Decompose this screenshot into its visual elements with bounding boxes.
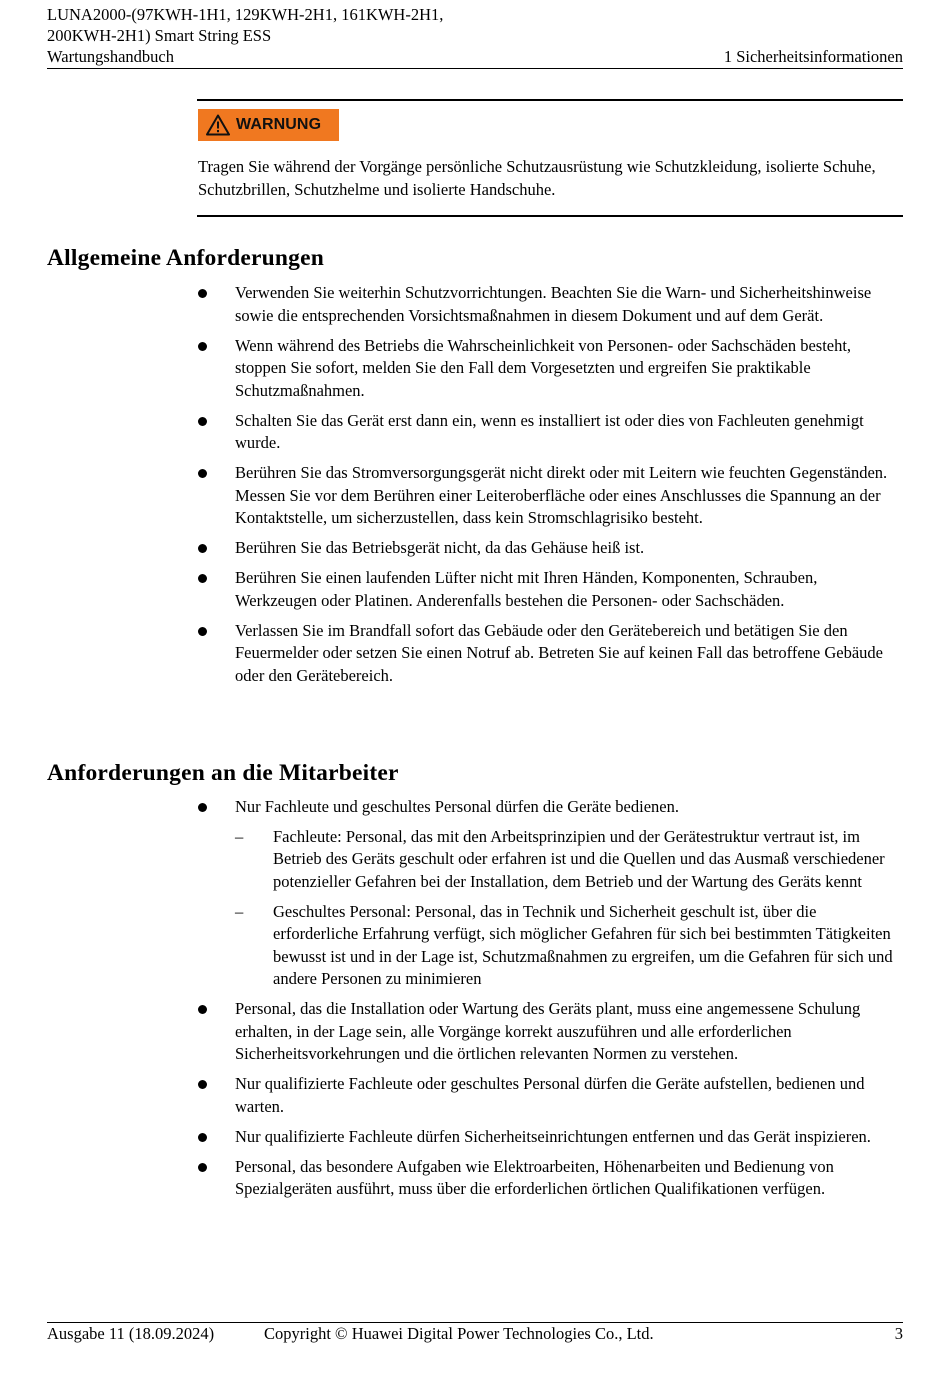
- list-item: [198, 567, 903, 612]
- header-divider: [47, 68, 903, 69]
- dash-marker: –: [235, 901, 244, 921]
- list-item-text: Berühren Sie das Stromversorgungsgerät nicht direkt oder mit Leitern wie feuchten Gegenständen. Messen Sie vor dem Berühren einer Leiteroberfläche oder eines Anschlusses die Spannung an der Kontaktstelle, um sicherzustellen, dass kein Stromschlagrisiko besteht.: [235, 463, 888, 527]
- list-item-text: Nur qualifizierte Fachleute oder geschultes Personal dürfen die Geräte aufstellen, bedienen und warten.: [235, 1074, 865, 1116]
- list-item-text: Verlassen Sie im Brandfall sofort das Gebäude oder den Gerätebereich und betätigen Sie den Feuermelder oder setzen Sie einen Notruf ab. Betreten Sie auf keinen Fall das betroffene Gebäude oder den Gerätebereich.: [235, 620, 883, 685]
- list-item: [198, 998, 903, 1066]
- bullet-icon: [198, 289, 207, 298]
- bullet-icon: [198, 469, 207, 478]
- header-chapter: 1 Sicherheitsinformationen: [723, 47, 903, 66]
- bullet-icon: [198, 574, 207, 583]
- bullet-icon: [198, 803, 207, 812]
- list-item: [198, 410, 903, 455]
- header-title-line-2: 200KWH-2H1) Smart String ESS: [47, 26, 272, 45]
- warning-badge: [198, 109, 339, 141]
- list-item-text: Berühren Sie einen laufenden Lüfter nicht mit Ihren Händen, Komponenten, Schrauben, Werkzeugen oder Platinen. Anderenfalls bestehen die Personen- oder Sachschäden.: [235, 568, 818, 610]
- list-item: [198, 282, 903, 327]
- list-item-text: Personal, das die Installation oder Wartung des Geräts plant, muss eine angemessene Schulung erhalten, in der Lage sein, alle Vorgänge korrekt auszuführen und alle erforderlichen Sicherheitsvorkehrungen und die örtlichen relevanten Normen zu verstehen.: [235, 999, 861, 1063]
- general-requirements-list: [198, 282, 903, 695]
- footer-copyright: Copyright © Huawei Digital Power Technologies Co., Ltd.: [264, 1324, 654, 1343]
- bullet-icon: [198, 1080, 207, 1089]
- list-item: [198, 620, 903, 688]
- list-item-text: Nur Fachleute und geschultes Personal dürfen die Geräte bedienen.: [235, 797, 679, 816]
- warning-label: WARNUNG: [236, 116, 322, 133]
- footer-edition: Ausgabe 11 (18.09.2024): [47, 1324, 215, 1343]
- dash-marker: –: [235, 826, 244, 846]
- sublist-item: [235, 826, 903, 894]
- bullet-icon: [198, 627, 207, 636]
- list-item: [198, 537, 903, 560]
- list-item-text: Wenn während des Betriebs die Wahrscheinlichkeit von Personen- oder Sachschäden besteht, stoppen Sie sofort, melden Sie den Fall dem Vorgesetzten und ergreifen Sie praktikable Schutzmaßnahmen.: [235, 335, 852, 400]
- staff-sublist: [235, 826, 903, 991]
- bullet-icon: [198, 1163, 207, 1172]
- list-item: [198, 1156, 903, 1201]
- warning-text: Tragen Sie während der Vorgänge persönliche Schutzausrüstung wie Schutzkleidung, isolierte Schuhe, Schutzbrillen, Schutzhelme und isolierte Handschuhe.: [198, 157, 876, 199]
- list-item-text: Verwenden Sie weiterhin Schutzvorrichtungen. Beachten Sie die Warn- und Sicherheitshinweise sowie die entsprechenden Vorsichtsmaßnahmen in diesem Dokument und auf dem Gerät.: [235, 283, 872, 325]
- sublist-item-text: Geschultes Personal: Personal, das in Technik und Sicherheit geschult ist, über die erforderliche Erfahrung verfügt, sich möglicher Gefahren für sich bei bestimmten Tätigkeiten bewusst ist und in der Lage ist, Schutzmaßnahmen zu ergreifen, um die Gefahren für sich und andere Personen zu minimieren: [273, 901, 893, 988]
- list-item-text: Nur qualifizierte Fachleute dürfen Sicherheitseinrichtungen entfernen und das Gerät inspizieren.: [235, 1126, 871, 1146]
- list-item: [198, 1073, 903, 1118]
- bullet-icon: [198, 342, 207, 351]
- list-item-text: Personal, das besondere Aufgaben wie Elektroarbeiten, Höhenarbeiten und Bedienung von Spezialgeräten ausführt, muss über die erforderlichen örtlichen Qualifikationen verfügen.: [235, 1156, 834, 1198]
- sublist-item: [235, 901, 903, 991]
- warning-triangle-icon: [206, 114, 230, 136]
- bullet-icon: [198, 1133, 207, 1142]
- header-title-line-1: LUNA2000-(97KWH-1H1, 129KWH-2H1, 161KWH-2H1,: [47, 5, 444, 24]
- staff-requirements-list: [198, 796, 903, 1208]
- list-item: [198, 462, 903, 530]
- warning-top-rule: [197, 99, 903, 101]
- section-heading-general: Allgemeine Anforderungen: [47, 245, 324, 271]
- list-item-text: Berühren Sie das Betriebsgerät nicht, da das Gehäuse heiß ist.: [235, 538, 645, 557]
- warning-bottom-rule: [197, 215, 903, 217]
- list-item: [198, 1126, 903, 1149]
- list-item-text: Schalten Sie das Gerät erst dann ein, wenn es installiert ist oder dies von Fachleuten genehmigt wurde.: [235, 410, 864, 452]
- header-title-line-3: Wartungshandbuch: [47, 47, 174, 66]
- page-number: 3: [894, 1324, 903, 1343]
- bullet-icon: [198, 1005, 207, 1014]
- section-heading-staff: Anforderungen an die Mitarbeiter: [47, 760, 399, 786]
- running-header: [47, 4, 443, 67]
- sublist-item-text: Fachleute: Personal, das mit den Arbeitsprinzipien und der Gerätestruktur vertraut ist, im Betrieb des Geräts geschult oder erfahren ist und die Quellen und das Ausmaß verschiedener potenzieller Gefahren bei der Installation, dem Betrieb und der Wartung des Geräts kennt: [273, 826, 885, 891]
- list-item: [198, 335, 903, 403]
- list-item: [198, 796, 903, 991]
- bullet-icon: [198, 544, 207, 553]
- bullet-icon: [198, 417, 207, 426]
